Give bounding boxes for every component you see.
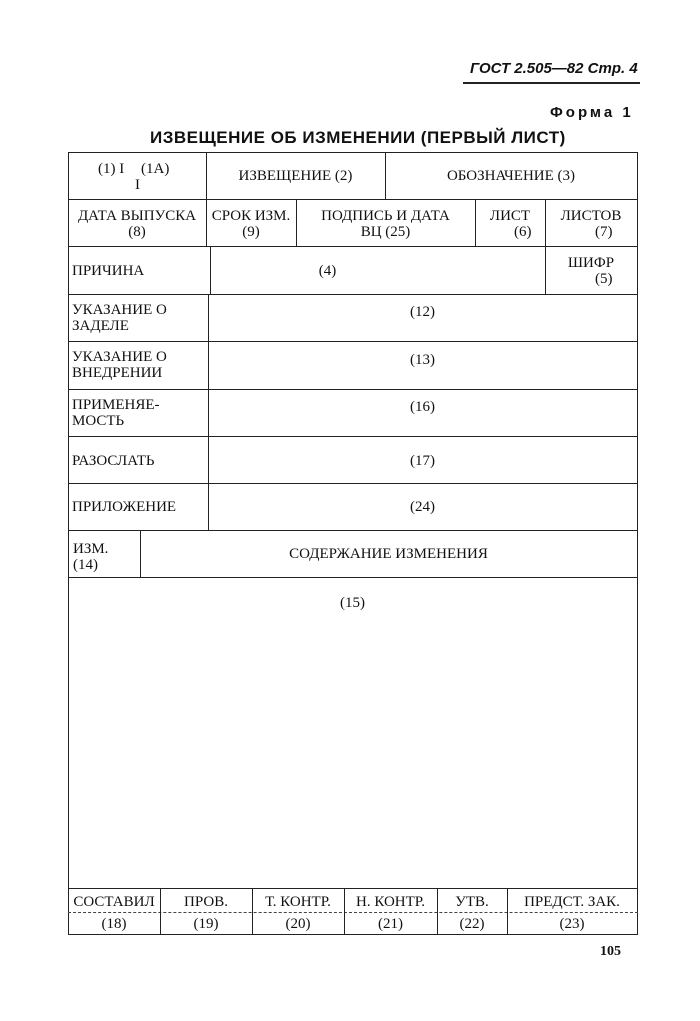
divider <box>68 888 638 889</box>
divider <box>68 294 638 295</box>
designation-cell: ОБОЗНАЧЕНИЕ (3) <box>446 168 576 184</box>
applicability-num: (16) <box>410 399 435 415</box>
applicability-label-2: МОСТЬ <box>72 413 125 429</box>
norm-control-label: Н. КОНТР. <box>355 894 425 910</box>
divider <box>68 483 638 484</box>
divider <box>68 341 638 342</box>
attachment-num: (24) <box>410 499 435 515</box>
compiled-label: СОСТАВИЛ <box>73 894 155 910</box>
divider <box>68 912 638 913</box>
sheet-num: (6) <box>514 224 532 240</box>
standard-reference: ГОСТ 2.505—82 Стр. 4 <box>470 60 638 77</box>
approved-label: УТВ. <box>455 894 489 910</box>
form-title: ИЗВЕЩЕНИЕ ОБ ИЗМЕНЕНИИ (ПЕРВЫЙ ЛИСТ) <box>150 128 566 147</box>
norm-control-num: (21) <box>378 916 403 932</box>
divider <box>68 436 638 437</box>
sheets-total-num: (7) <box>595 224 613 240</box>
header-rule <box>463 82 640 84</box>
notice-number-cell: ИЗВЕЩЕНИЕ (2) <box>238 168 353 184</box>
implementation-label-2: ВНЕДРЕНИИ <box>72 365 163 381</box>
attachment-label: ПРИЛОЖЕНИЕ <box>72 499 177 515</box>
backlog-label: УКАЗАНИЕ О <box>72 302 167 318</box>
reason-label: ПРИЧИНА <box>72 263 145 279</box>
code-num: (5) <box>595 271 613 287</box>
divider <box>68 577 638 578</box>
tech-control-num: (20) <box>285 916 311 932</box>
issue-date-label: ДАТА ВЫПУСКА <box>77 208 197 224</box>
sheets-total-label: ЛИСТОВ <box>560 208 622 224</box>
distribute-num: (17) <box>410 453 435 469</box>
table-left <box>68 152 69 934</box>
form-label: Форма 1 <box>550 104 634 121</box>
change-term-num: (9) <box>242 224 260 240</box>
code-label: ШИФР <box>567 255 615 271</box>
change-number-num: (14) <box>73 557 98 573</box>
divider <box>68 246 638 247</box>
change-content-title: СОДЕРЖАНИЕ ИЗМЕНЕНИЯ <box>289 546 488 562</box>
sheet-label: ЛИСТ <box>489 208 531 224</box>
approved-num: (22) <box>459 916 485 932</box>
tech-control-label: Т. КОНТР. <box>265 894 331 910</box>
change-content-num: (15) <box>340 595 365 611</box>
applicability-label: ПРИМЕНЯЕ- <box>72 397 160 413</box>
cell-1-sub: I <box>135 177 140 193</box>
distribute-label: РАЗОСЛАТЬ <box>72 453 155 469</box>
table-top <box>68 152 638 153</box>
compiled-num: (18) <box>101 916 127 932</box>
signature-date-num: ВЦ (25) <box>360 224 411 240</box>
signature-date-label: ПОДПИСЬ И ДАТА <box>321 208 450 224</box>
implementation-num: (13) <box>410 352 435 368</box>
divider <box>68 199 638 200</box>
checked-label: ПРОВ. <box>184 894 228 910</box>
change-number-label: ИЗМ. <box>73 541 109 557</box>
implementation-label: УКАЗАНИЕ О <box>72 349 167 365</box>
table-right <box>637 152 638 934</box>
issue-date-num: (8) <box>128 224 146 240</box>
cell-1-main: (1) I <box>98 161 125 177</box>
page-number: 105 <box>600 944 621 959</box>
customer-rep-label: ПРЕДСТ. ЗАК. <box>524 894 620 910</box>
change-term-label: СРОК ИЗМ. <box>211 208 291 224</box>
divider <box>68 530 638 531</box>
customer-rep-num: (23) <box>559 916 585 932</box>
reason-num: (4) <box>318 263 337 279</box>
backlog-label-2: ЗАДЕЛЕ <box>72 318 129 334</box>
checked-num: (19) <box>193 916 219 932</box>
table-bottom <box>68 934 638 935</box>
cell-1a: (1А) <box>141 161 170 177</box>
divider <box>68 389 638 390</box>
backlog-num: (12) <box>410 304 435 320</box>
